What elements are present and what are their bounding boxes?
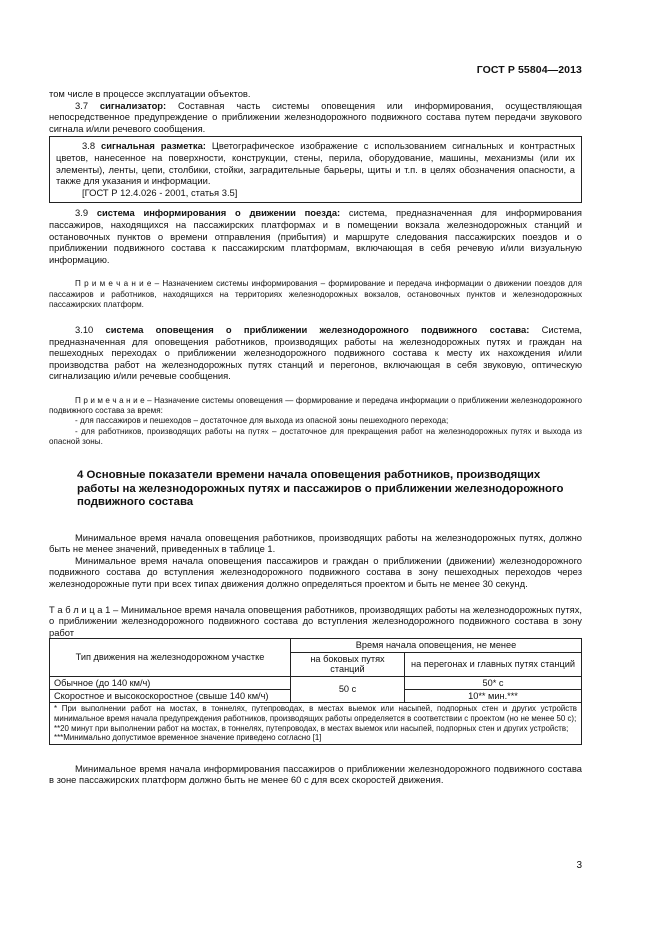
table-footnotes [50, 703, 582, 744]
table-header-main-tracks: на перегонах и главных путях станций [405, 652, 582, 676]
table-row [50, 676, 582, 689]
section-4-paragraph-2: Минимальное время начала оповещения пассажиров и граждан о приближении (движении) железнодорожного подвижного состава до вступления железнодорожного подвижного состава в зону пешеходных переходов через железнодорожные пути при всех типах движения должно определяться проектом и быть не менее 30 секунд. [49, 554, 582, 590]
table-cell-type: Скоростное и высокоскоростное (свыше 140 км/ч) [50, 690, 291, 703]
note-label: П р и м е ч а н и е [75, 395, 145, 405]
definition-3-9: 3.9 система информирования о движении поезда: система, предназначенная для информирования пассажиров, находящихся на пассажирских платформах и в помещении вокзала железнодорожных станций и остановочных пунктов о времени отправления (прибытия) и маршруте следования пассажирских поездов и о приближении подвижного состава к пассажирским платформам, включающая в себя речевую и/или визуальную информацию. [49, 207, 583, 265]
table-cell-main-value: 50* с [405, 676, 582, 689]
document-body [49, 88, 582, 786]
paragraph-continuation: том числе в процессе эксплуатации объектов. [49, 88, 251, 99]
table-cell-side-value: 50 с [291, 676, 405, 703]
term-signal-marking: сигнальная разметка: [101, 140, 206, 152]
note-1: П р и м е ч а н и е – Назначением системы информирования – формирование и передача информации о движении поездов для пассажиров и работников, находящихся на территориях железнодорожных вокзалов, остановочных пунктов и железнодорожных пассажирских платформ. [49, 279, 583, 309]
definition-3-7: 3.7 сигнализатор: Составная часть системы оповещения или информирования, осуществляющая непосредственное предупреждение о приближении железнодорожного подвижного состава путем передачи звукового сигнала и/или речевого сообщения. [49, 99, 583, 134]
table-caption: Т а б л и ц а 1 – Минимальное время начала оповещения работников, производящих работы на железнодорожных путях, о приближении железнодорожного подвижного состава до вступления железнодорожного подвижного состава в зону работ [49, 603, 582, 638]
footnote-2: **20 минут при выполнении работ на мостах, в тоннелях, путепроводах, в местах выемок или насыпей, подпорных стен и других устройств; [54, 723, 569, 733]
definition-3-8-box [49, 136, 582, 203]
document-header: ГОСТ Р 55804—2013 [476, 64, 582, 76]
footnote-3: ***Минимально допустимое временное значение приведено согласно [1] [54, 733, 322, 743]
table-header-side-tracks: на боковых путях станций [291, 652, 405, 676]
definition-3-10: 3.10 система оповещения о приближении железнодорожного подвижного состава: Система, предназначенная для оповещения работников, производящих работы на железнодорожных путях и граждан на пешеходных переходах о приближении железнодорожного подвижного состава к месту их нахождения и/или производства работ на железнодорожных путях станций и перегонов, включающая в себя звуковую, оптическую сигнализацию и/или речевые сообщения. [49, 323, 583, 382]
term-warning-system: система оповещения о приближении железнодорожного подвижного состава: [105, 323, 530, 335]
page-number: 3 [576, 860, 582, 871]
term-info-system: система информирования о движении поезда: [96, 207, 341, 219]
note-2: П р и м е ч а н и е – Назначение системы оповещения — формирование и передача информации о приближении железнодорожного подвижного состава за время: - для пассажиров и пешеходов – достаточное для выхода из опасной зоны пешеходного перехода; - для работников, производящих работы на путях – достаточное для прекращения работ на железнодорожных путях и выхода из опасной зоны. [49, 395, 582, 446]
table-caption-label: Т а б л и ц а [49, 603, 103, 615]
footnote-1: * При выполнении работ на мостах, в тоннелях, путепроводах, в местах выемок или насыпей, подпорных стен и других устройств минимальное время начала предупреждения работников, производящих работы определяется в соответствии с проектом (но не менее 50 с); [54, 704, 577, 724]
section-4-paragraph-1: Минимальное время начала оповещения работников, производящих работы на железнодорожных путях, должно быть не менее значений, приведенных в таблице 1. [49, 531, 582, 555]
table-1 [49, 638, 582, 744]
definition-3-8-reference: [ГОСТ Р 12.4.026 - 2001, статья 3.5] [82, 186, 238, 198]
table-header-group: Время начала оповещения, не менее [291, 639, 582, 652]
note-2-bullet-2: - для работников, производящих работы на путях – достаточное для прекращения работ на железнодорожных путях и выхода из опасной зоны. [49, 426, 582, 446]
note-label: П р и м е ч а н и е [75, 279, 152, 289]
final-paragraph: Минимальное время начала информирования пассажиров о приближении железнодорожного подвижного состава в зоне пассажирских платформ должно быть не менее 60 с для всех скоростей движения. [49, 762, 582, 786]
definition-3-8: 3.8 сигнальная разметка: Цветографическое изображение с использованием сигнальных и контрастных цветов, нанесенное на поверхности, конструкции, стены, перила, оборудование, машины, механизмы (или их элементы), ленты, цепи, столбики, стойки, заградительные барьеры, щиты и т.п. в целях обозначения опасности, а также для указания и информации. [56, 140, 576, 187]
table-header-type: Тип движения на железнодорожном участке [50, 639, 291, 676]
table-cell-type: Обычное (до 140 км/ч) [50, 676, 291, 689]
table-cell-main-value: 10** мин.*** [405, 690, 582, 703]
note-2-bullet-1: - для пассажиров и пешеходов – достаточное для выхода из опасной зоны пешеходного перехода; [75, 416, 449, 426]
term-signalizator: сигнализатор: [99, 99, 167, 111]
section-4-heading: 4 Основные показатели времени начала оповещения работников, производящих работы на железнодорожных путях и пассажиров о приближении железнодорожного подвижного состава [77, 468, 564, 509]
